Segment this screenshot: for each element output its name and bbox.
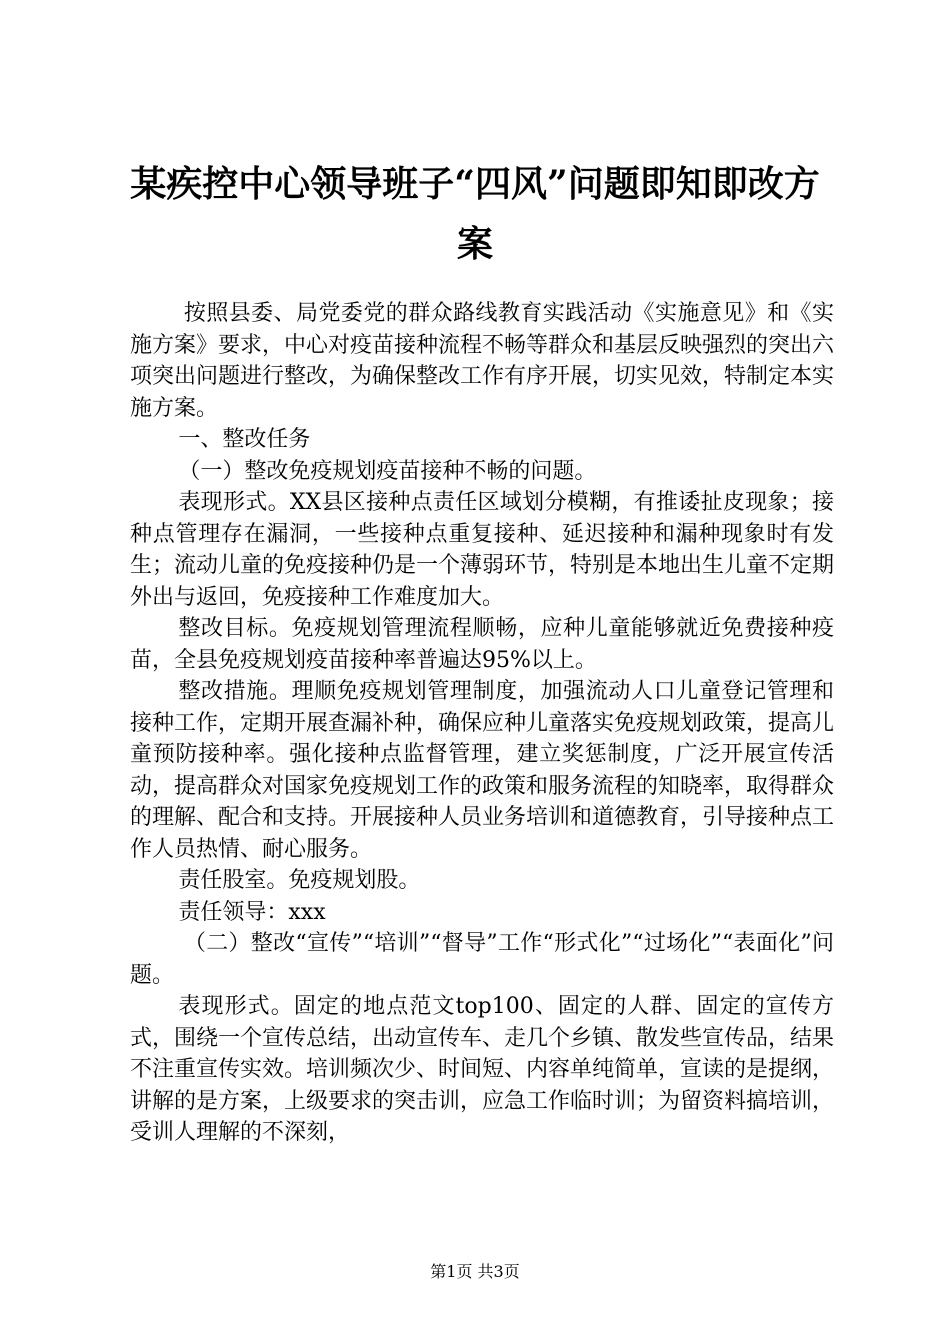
paragraph-goal-1: 整改目标。免疫规划管理流程顺畅，应种儿童能够就近免费接种疫苗，全县免疫规划疫苗接种率普遍达95%以上。 <box>130 616 834 673</box>
paragraph-manifestation-2: 表现形式。固定的地点范文top100、固定的人群、固定的宣传方式，围绕一个宣传总结，出动宣传车、走几个乡镇、散发些宣传品，结果不注重宣传实效。培训频次少、时间短、内容单纯简单，宣读的是提纲，讲解的是方案，上级要求的突击训，应急工作临时训；为留资料搞培训，受训人理解的不深刻， <box>130 994 835 1145</box>
document-body <box>130 298 834 1149</box>
paragraph-manifestation-1: 表现形式。XX县区接种点责任区域划分模糊，有推诿扯皮现象；接种点管理存在漏洞，一些接种点重复接种、延迟接种和漏种现象时有发生；流动儿童的免疫接种仍是一个薄弱环节，特别是本地出生儿童不定期外出与返回，免疫接种工作难度加大。 <box>130 490 835 610</box>
subsection-heading-1: （一）整改免疫规划疫苗接种不畅的问题。 <box>178 458 597 484</box>
section-heading-1: 一、整改任务 <box>178 427 311 452</box>
document-title-line-2: 案 <box>456 223 493 265</box>
document-title-line-1: 某疾控中心领导班子“四风”问题即知即改方 <box>130 163 820 205</box>
subsection-heading-2: （二）整改“宣传”“培训”“督导”工作“形式化”“过场化”“表面化”问题。 <box>130 931 834 988</box>
intro-paragraph: 按照县委、局党委党的群众路线教育实践活动《实施意见》和《实施方案》要求，中心对疫苗接种流程不畅等群众和基层反映强烈的突出六项突出问题进行整改，为确保整改工作有序开展，切实见效，特制定本实施方案。 <box>130 301 835 421</box>
paragraph-measures-1: 整改措施。理顺免疫规划管理制度，加强流动人口儿童登记管理和接种工作，定期开展查漏补种，确保应种儿童落实免疫规划政策，提高儿童预防接种率。强化接种点监督管理，建立奖惩制度，广泛开展宣传活动，提高群众对国家免疫规划工作的政策和服务流程的知晓率，取得群众的理解、配合和支持。开展接种人员业务培训和道德教育，引导接种点工作人员热情、耐心服务。 <box>130 679 835 862</box>
page-footer: 第1页 共3页 <box>430 1262 520 1281</box>
paragraph-responsible-leader-1: 责任领导：xxx <box>178 899 326 925</box>
paragraph-responsible-office-1: 责任股室。免疫规划股。 <box>178 868 421 893</box>
